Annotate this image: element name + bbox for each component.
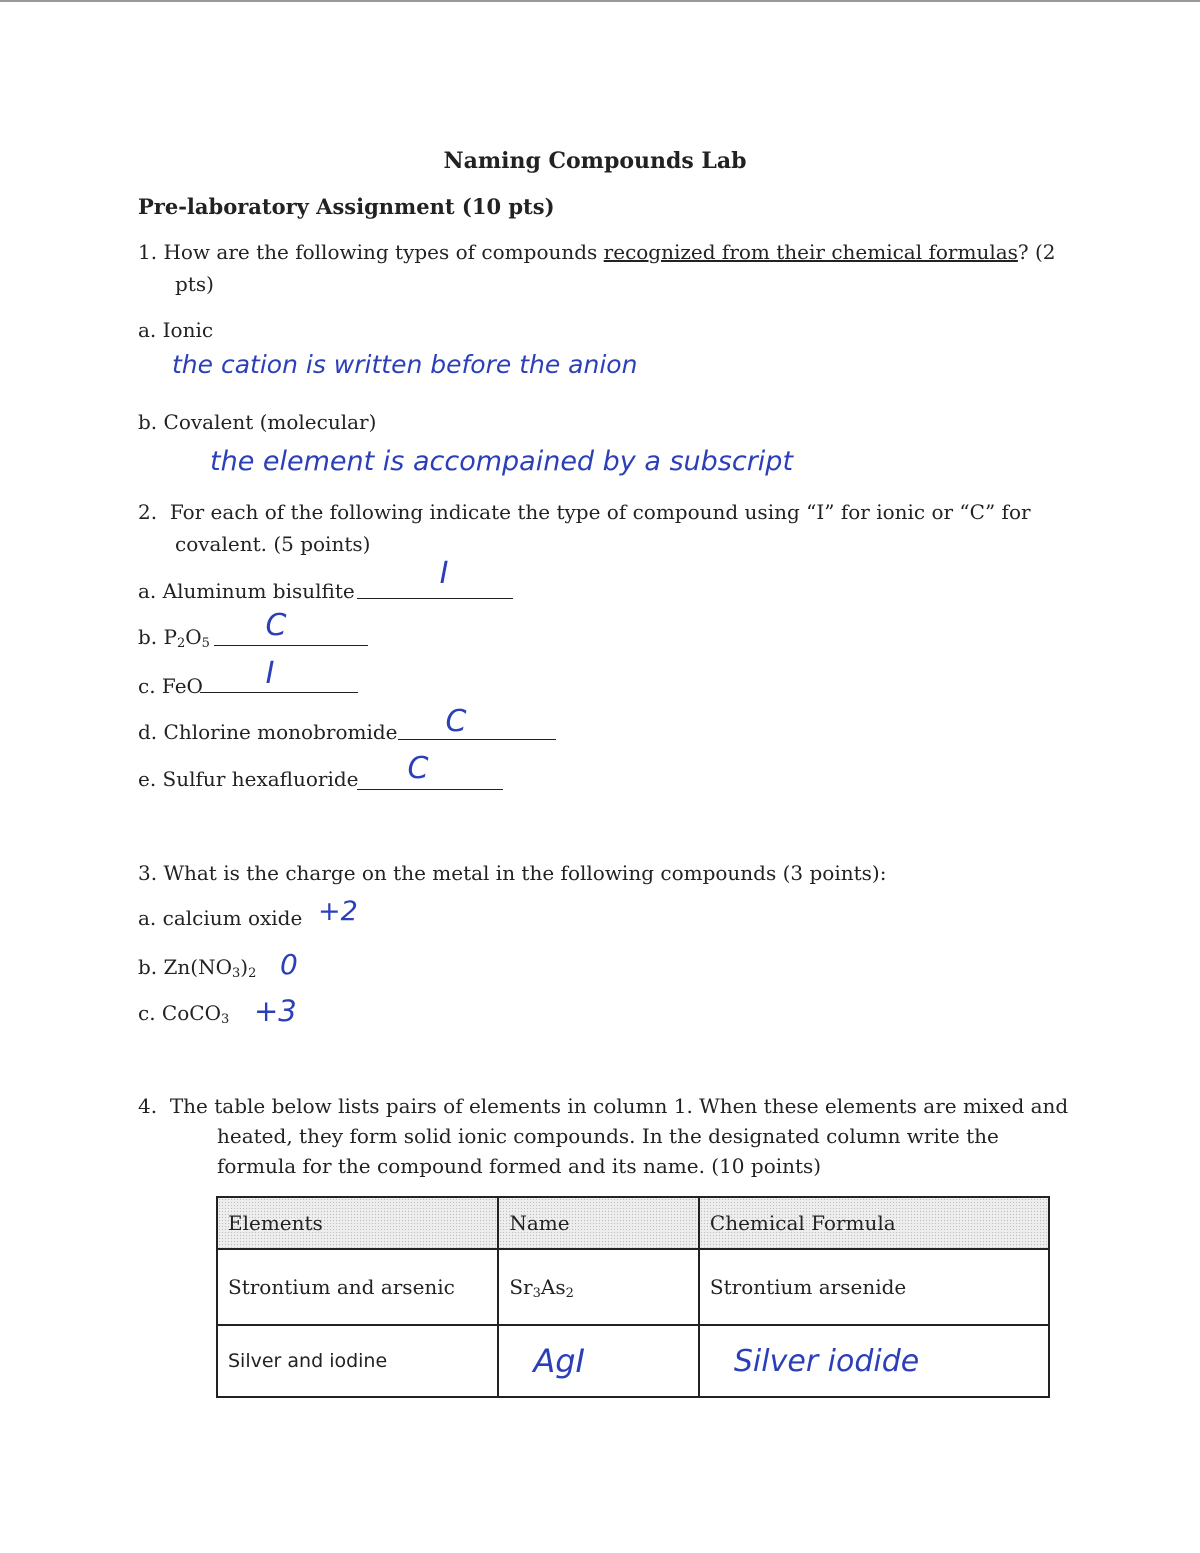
q1a-handwritten-answer: the cation is written before the anion [172, 350, 638, 379]
q2d-label: d. Chlorine monobromide [138, 720, 398, 744]
table-header-elements: Elements [217, 1197, 498, 1249]
q1-text-suffix: ? (2 [1017, 240, 1056, 264]
q2-text: For each of the following indicate the type of compound using “I” for ionic or “C” for [169, 500, 1031, 524]
q2e-handwritten-answer: C [407, 751, 429, 786]
q4-line3: formula for the compound formed and its name. (10 points) [217, 1154, 822, 1178]
q3c-handwritten-answer: +3 [254, 994, 297, 1028]
scan-edge-line [0, 0, 1200, 2]
q2b-label: b. $P_2O_5$ [138, 625, 210, 651]
page-title: Naming Compounds Lab [443, 148, 747, 174]
q2-number: 2. [138, 500, 158, 524]
q2-line2: covalent. (5 points) [175, 532, 371, 556]
q2b-answer-blank [214, 645, 368, 646]
q2b-handwritten-answer: C [265, 608, 287, 643]
q1-underlined-text: recognized from their chemical formulas [603, 240, 1018, 264]
q2e-answer-blank [357, 789, 503, 790]
q2-line1 [138, 500, 1031, 524]
table-header-name: Name [498, 1197, 699, 1249]
table-cell-name-handwritten: AgI [498, 1325, 699, 1397]
table-cell-formula: Strontium arsenide [699, 1249, 1049, 1325]
table-cell-formula-handwritten: Silver iodide [699, 1325, 1049, 1397]
q1-text-prefix: How are the following types of compounds [163, 240, 604, 264]
table-cell-name: $Sr_3As_2$ [498, 1249, 699, 1325]
table-row [217, 1325, 1049, 1397]
table-header-row [217, 1197, 1049, 1249]
q2a-label: a. Aluminum bisulfite [138, 579, 355, 603]
q4-text: The table below lists pairs of elements in column 1. When these elements are mixed and [169, 1094, 1069, 1118]
q2c-answer-blank [200, 692, 358, 693]
q1-line1 [138, 240, 1056, 264]
compounds-table [216, 1196, 1050, 1398]
q2d-handwritten-answer: C [445, 704, 467, 739]
q3a-label: a. calcium oxide [138, 906, 303, 930]
q1a-label: a. Ionic [138, 318, 214, 342]
section-heading: Pre-laboratory Assignment (10 pts) [138, 194, 555, 219]
q1b-label: b. Covalent (molecular) [138, 410, 377, 434]
q3b-label: b. $Zn(NO_3)_2$ [138, 955, 257, 981]
q3c-label: c. CoCO$_3$ [138, 1001, 230, 1027]
table-cell-elements: Silver and iodine [217, 1325, 498, 1397]
q1-line2: pts) [175, 272, 214, 296]
q2e-label: e. Sulfur hexafluoride [138, 767, 359, 791]
q1-number: 1. [138, 240, 158, 264]
q3a-handwritten-answer: +2 [318, 896, 358, 927]
q1b-handwritten-answer: the element is accompained by a subscript [210, 446, 794, 477]
q2a-answer-blank [357, 598, 513, 599]
table-cell-elements: Strontium and arsenic [217, 1249, 498, 1325]
q3-text: 3. What is the charge on the metal in the following compounds (3 points): [138, 861, 887, 885]
table-header-formula: Chemical Formula [699, 1197, 1049, 1249]
q2c-label: c. FeO [138, 674, 203, 698]
q2a-handwritten-answer: I [439, 556, 449, 591]
table-row [217, 1249, 1049, 1325]
q2c-handwritten-answer: I [265, 656, 275, 691]
q4-line1 [138, 1094, 1068, 1118]
q2d-answer-blank [398, 739, 556, 740]
q3b-handwritten-answer: 0 [280, 948, 298, 981]
q4-line2: heated, they form solid ionic compounds. In the designated column write the [217, 1124, 999, 1148]
q4-number: 4. [138, 1094, 158, 1118]
